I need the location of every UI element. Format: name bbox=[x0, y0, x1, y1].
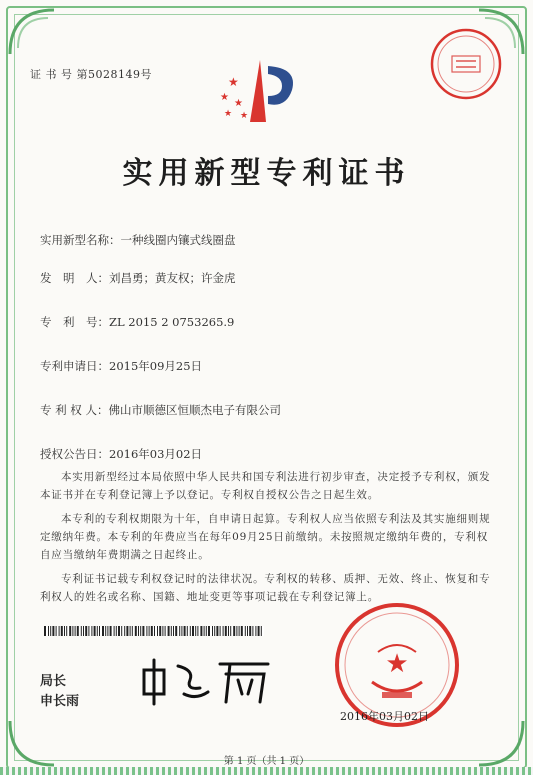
barcode-bar bbox=[75, 626, 76, 636]
barcode-bar bbox=[239, 626, 240, 636]
barcode-bar bbox=[162, 626, 163, 636]
barcode-bar bbox=[255, 626, 256, 636]
barcode-bar bbox=[110, 626, 112, 636]
barcode-bar bbox=[72, 626, 73, 636]
barcode-bar bbox=[124, 626, 125, 636]
field-patentee bbox=[40, 402, 281, 418]
svg-text:★: ★ bbox=[234, 98, 243, 109]
barcode-bar bbox=[220, 626, 221, 636]
barcode-bar bbox=[81, 626, 82, 636]
barcode-bar bbox=[233, 626, 235, 636]
barcode-bar bbox=[245, 626, 246, 636]
barcode-bar bbox=[214, 626, 215, 636]
barcode-bar bbox=[135, 626, 137, 636]
barcode-bar bbox=[157, 626, 158, 636]
barcode-bar bbox=[173, 626, 174, 636]
barcode-bar bbox=[64, 626, 65, 636]
barcode-bar bbox=[168, 626, 170, 636]
barcode-bar bbox=[149, 626, 150, 636]
barcode-bar bbox=[212, 626, 213, 636]
barcode-bar bbox=[66, 626, 67, 636]
barcode-bar bbox=[225, 626, 227, 636]
barcode-bar bbox=[184, 626, 186, 636]
barcode-bar bbox=[159, 626, 161, 636]
barcode-bar bbox=[77, 626, 79, 636]
barcode-bar bbox=[261, 626, 262, 636]
barcode-bar bbox=[142, 626, 144, 636]
barcode-bar bbox=[105, 626, 106, 636]
barcode-bar bbox=[258, 626, 260, 636]
sipo-logo-icon bbox=[216, 56, 300, 128]
svg-text:★: ★ bbox=[220, 92, 229, 103]
barcode-bar bbox=[130, 626, 131, 636]
barcode-bar bbox=[61, 626, 63, 636]
barcode-bar bbox=[204, 626, 205, 636]
barcode-bar bbox=[126, 626, 128, 636]
barcode-bar bbox=[171, 626, 172, 636]
barcode-bar bbox=[181, 626, 182, 636]
field-value: ZL 2015 2 0753265.9 bbox=[109, 315, 235, 329]
barcode-bar bbox=[99, 626, 100, 636]
barcode-bar bbox=[190, 626, 191, 636]
page-title: 实用新型专利证书 bbox=[122, 156, 411, 191]
barcode-bar bbox=[44, 626, 46, 636]
barcode-bar bbox=[85, 626, 87, 636]
barcode-bar bbox=[140, 626, 141, 636]
barcode-bar bbox=[228, 626, 229, 636]
svg-text:★: ★ bbox=[385, 649, 409, 679]
barcode-bar bbox=[114, 626, 115, 636]
barcode-bar bbox=[52, 626, 54, 636]
corner-ornament-icon bbox=[4, 4, 60, 60]
paragraph-examination: 本实用新型经过本局依照中华人民共和国专利法进行初步审查，决定授予专利权，颁发本证书并在专利登记簿上予以登记。专利权自授权公告之日起生效。 bbox=[40, 471, 491, 501]
field-inventor bbox=[40, 270, 236, 286]
barcode-bar bbox=[175, 626, 177, 636]
barcode-bar bbox=[83, 626, 84, 636]
bottom-stripe bbox=[0, 767, 533, 775]
barcode-bar bbox=[230, 626, 231, 636]
field-label: 授权公告日： bbox=[40, 447, 109, 461]
svg-text:★: ★ bbox=[240, 111, 249, 121]
field-label: 发 明 人： bbox=[40, 271, 109, 285]
field-grant-date bbox=[40, 446, 202, 462]
field-label: 专 利 权 人： bbox=[40, 403, 109, 417]
barcode-bar bbox=[121, 626, 122, 636]
barcode-bar bbox=[138, 626, 139, 636]
director-name: 申长雨 bbox=[40, 694, 80, 709]
seal-date: 2016年03月02日 bbox=[340, 710, 429, 723]
barcode-bar bbox=[59, 626, 60, 636]
field-value: 2015年09月25日 bbox=[109, 359, 203, 373]
barcode-bar bbox=[236, 626, 237, 636]
barcode-bar bbox=[206, 626, 207, 636]
barcode-bar bbox=[151, 626, 153, 636]
barcode-bar bbox=[208, 626, 210, 636]
barcode-bar bbox=[252, 626, 253, 636]
page-number: 第 1 页（共 1 页） bbox=[223, 756, 310, 767]
barcode-bar bbox=[200, 626, 202, 636]
barcode-bar bbox=[107, 626, 108, 636]
field-value: 一种线圈内镶式线圈盘 bbox=[120, 233, 236, 247]
barcode-bar bbox=[223, 626, 224, 636]
barcode-icon bbox=[44, 626, 264, 636]
barcode-bar bbox=[197, 626, 198, 636]
barcode-bar bbox=[50, 626, 51, 636]
barcode-bar bbox=[192, 626, 194, 636]
barcode-bar bbox=[118, 626, 120, 636]
barcode-bar bbox=[94, 626, 96, 636]
barcode-bar bbox=[102, 626, 104, 636]
field-label: 专利申请日： bbox=[40, 359, 109, 373]
barcode-bar bbox=[187, 626, 188, 636]
field-filing-date bbox=[40, 358, 202, 374]
field-label: 实用新型名称： bbox=[40, 233, 121, 247]
official-seal-icon bbox=[428, 26, 504, 102]
paragraph-registration: 专利证书记载专利权登记时的法律状况。专利权的转移、质押、无效、终止、恢复和专利权人的姓名或名称、国籍、地址变更等事项记载在专利登记簿上。 bbox=[40, 573, 491, 603]
barcode-bar bbox=[56, 626, 57, 636]
barcode-bar bbox=[216, 626, 218, 636]
field-patent-number bbox=[40, 314, 234, 330]
svg-text:★: ★ bbox=[228, 75, 239, 89]
barcode-bar bbox=[132, 626, 133, 636]
field-value: 刘昌勇；黄友权；许金虎 bbox=[109, 271, 236, 285]
barcode-bar bbox=[241, 626, 243, 636]
barcode-bar bbox=[116, 626, 117, 636]
field-value: 佛山市顺德区恒顺杰电子有限公司 bbox=[108, 403, 281, 417]
barcode-bar bbox=[48, 626, 49, 636]
signature-icon bbox=[134, 650, 284, 710]
barcode-bar bbox=[195, 626, 196, 636]
barcode-bar bbox=[146, 626, 147, 636]
barcode-bar bbox=[91, 626, 92, 636]
field-label: 专 利 号： bbox=[40, 315, 109, 329]
barcode-bar bbox=[179, 626, 180, 636]
barcode-bar bbox=[69, 626, 71, 636]
barcode-bar bbox=[97, 626, 98, 636]
barcode-bar bbox=[88, 626, 89, 636]
barcode-bar bbox=[165, 626, 166, 636]
svg-text:★: ★ bbox=[224, 109, 233, 119]
barcode-bar bbox=[154, 626, 155, 636]
certificate-number: 证 书 号 第5028149号 bbox=[30, 68, 152, 81]
field-value: 2016年03月02日 bbox=[109, 447, 203, 461]
director-title: 局长 bbox=[40, 674, 67, 689]
paragraph-term: 本专利的专利权期限为十年，自申请日起算。专利权人应当依照专利法及其实施细则规定缴纳年费。本专利的年费应当在每年09月25日前缴纳。未按照规定缴纳年费的，专利权自应当缴纳年费期满之日起终止。 bbox=[40, 513, 491, 561]
field-utility-model-name bbox=[40, 232, 236, 248]
barcode-bar bbox=[247, 626, 248, 636]
barcode-bar bbox=[249, 626, 251, 636]
